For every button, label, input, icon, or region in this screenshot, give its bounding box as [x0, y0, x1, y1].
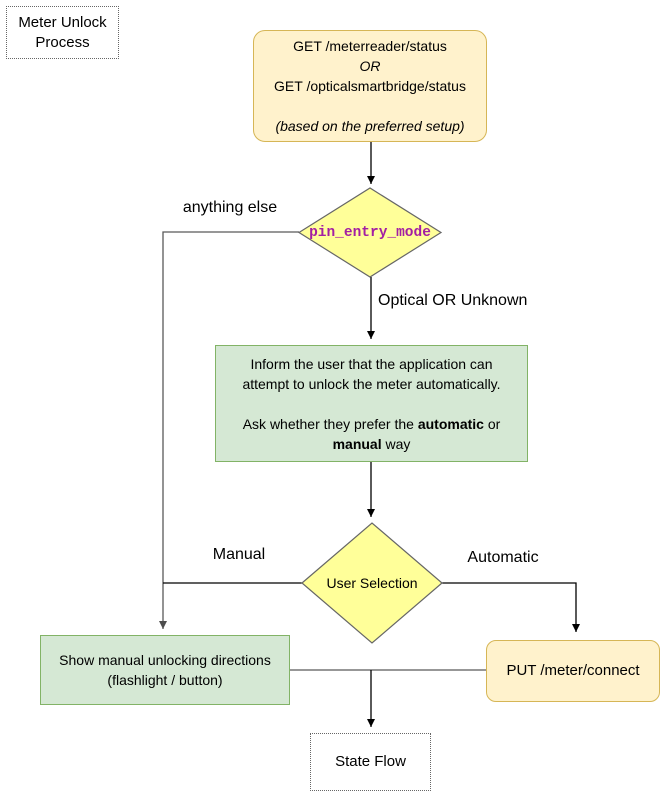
edge-label-manual: Manual [212, 546, 266, 563]
title-line1: Meter Unlock [18, 13, 107, 31]
manual-directions-line1: Show manual unlocking directions [59, 652, 271, 668]
get-status-node [253, 30, 487, 142]
edge-automatic-path [442, 583, 576, 632]
inform-spacer [216, 394, 527, 414]
get-status-or: OR [359, 58, 381, 74]
put-connect-node [486, 640, 660, 702]
user-selection-label: User Selection [326, 575, 418, 591]
state-flow-node [310, 733, 431, 791]
edge-label-automatic: Automatic [467, 549, 539, 566]
state-flow-label: State Flow [335, 753, 406, 770]
inform-user-node [215, 345, 528, 462]
get-status-line3: GET /opticalsmartbridge/status [274, 78, 466, 94]
get-status-line1: GET /meterreader/status [293, 38, 447, 54]
inform-line2: attempt to unlock the meter automatically. [242, 375, 501, 392]
get-status-spacer [254, 96, 486, 116]
edge-label-optical-or-unknown: Optical OR Unknown [378, 292, 528, 309]
title-line2: Process [35, 33, 90, 51]
title-node [6, 6, 119, 59]
get-status-note: (based on the preferred setup) [275, 118, 465, 134]
put-connect-label: PUT /meter/connect [506, 662, 640, 679]
inform-ask-line1: Ask whether they prefer the automatic or [242, 415, 501, 432]
manual-directions-line2: (flashlight / button) [107, 672, 223, 688]
inform-line1: Inform the user that the application can [250, 355, 493, 372]
edge-label-anything-else: anything else [182, 199, 278, 216]
manual-directions-node [40, 635, 290, 705]
pin-entry-mode-label: pin_entry_mode [309, 224, 431, 241]
inform-ask-line2: manual way [332, 435, 411, 452]
